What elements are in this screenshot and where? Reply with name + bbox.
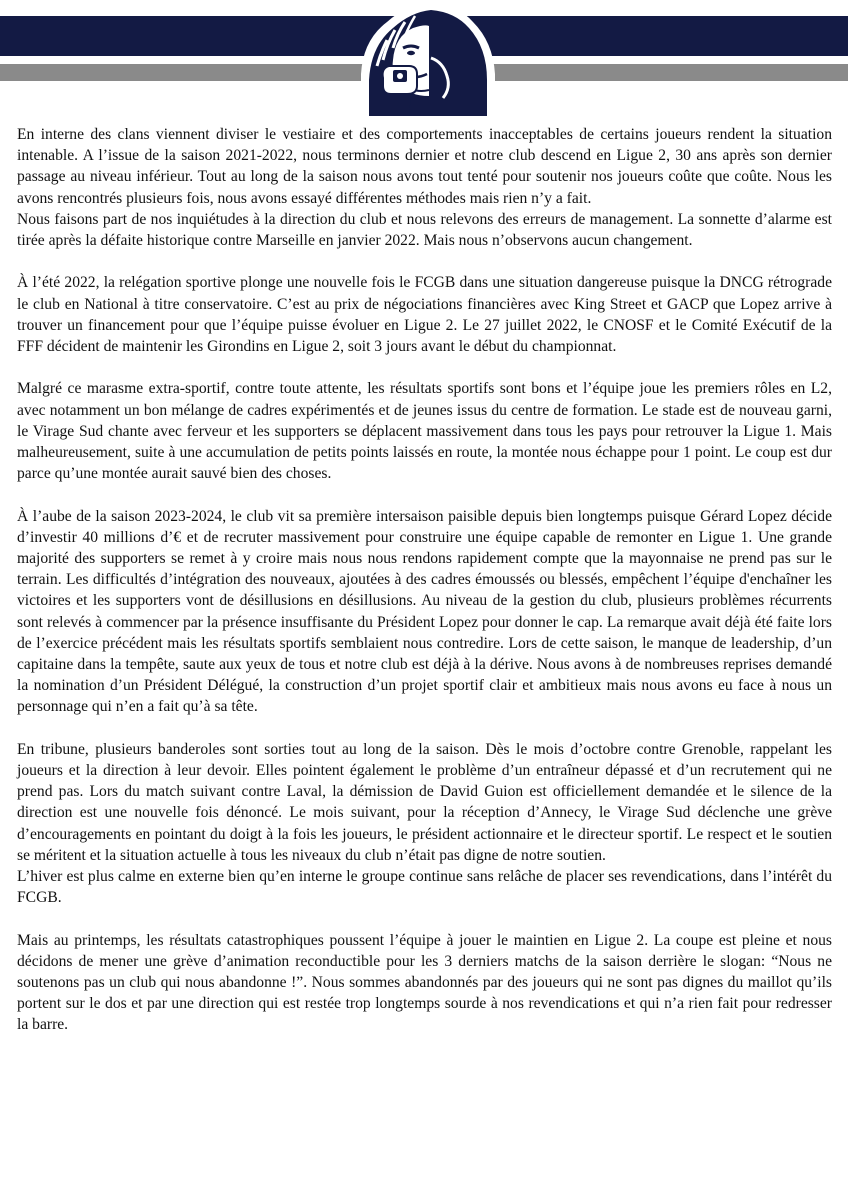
article-body bbox=[17, 124, 832, 1057]
paragraph-2: Nous faisons part de nos inquiétudes à la direction du club et nous relevons des erreurs de management. La sonnette d’alarme est tirée après la défaite historique contre Marseille en janvier 2022. Mais nous n’observons aucun changement. bbox=[17, 210, 832, 250]
paragraph-6: En tribune, plusieurs banderoles sont sorties tout au long de la saison. Dès le mois d’octobre contre Grenoble, rappelant les joueurs et la direction à leur devoir. Elles pointent également le problème d’un entraîneur dépassé et d’un recrutement qui ne prend pas. Lors du match suivant contre Laval, la démission de David Guion est officiellement demandée et le silence de la direction est une nouvelle fois dénoncé. Le mois suivant, pour la réception d’Annecy, le Virage Sud déclenche une grève d’encouragements en pointant du doigt à la fois les joueurs, le président actionnaire et le directeur sportif. Le respect et le soutien se méritent et la situation actuelle à tous les niveaux du club n’était pas digne de notre soutien. bbox=[17, 740, 832, 864]
paragraph-8: Mais au printemps, les résultats catastrophiques poussent l’équipe à jouer le maintien en Ligue 2. La coupe est pleine et nous décidons de mener une grève d’animation reconductible pour les 3 derniers matchs de la saison derrière le slogan: “Nous ne soutenons pas un club qui nous abandonne !”. Nous sommes abandonnés par des joueurs qui ne sont pas dignes du maillot qu’ils portent sur le dos et par une direction qui est restée trop longtemps sourde à nos revendications et qui n’a rien fait pour redresser la barre. bbox=[17, 931, 832, 1034]
paragraph-5: À l’aube de la saison 2023-2024, le club vit sa première intersaison paisible depuis bien longtemps puisque Gérard Lopez décide d’investir 40 millions d’€ et de recruter massivement pour construire une équipe capable de remonter en Ligue 1. Une grande majorité des supporters se remet à y croire mais nous nous rendons rapidement compte que la mayonnaise ne prend pas sur le terrain. Les difficultés d’intégration des nouveaux, ajoutées à des cadres émoussés ou blessés, empêchent l’équipe d'enchaîner les victoires et les supporters vont de désillusions en désillusions. Au niveau de la gestion du club, plusieurs problèmes récurrents sont relevés à commencer par la présence insuffisante du Président Lopez pour donner le cap. La remarque avait déjà été faite lors de l’exercice précédent mais les résultats sportifs semblaient nous contredire. Lors de cette saison, le manque de leadership, d’un capitaine dans la tempête, saute aux yeux de tous et notre club est déjà à la dérive. Nous avons à de nombreuses reprises demandé la nomination d’un Président Délégué, la construction d’un projet sportif clair et ambitieux mais nous avons eu face à nous un personnage qui n’en a fait qu’à sa tête. bbox=[17, 507, 832, 716]
paragraph-1: En interne des clans viennent diviser le vestiaire et des comportements inacceptables de certains joueurs rendent la situation intenable. A l’issue de la saison 2021-2022, nous terminons dernier et notre club descend en Ligue 2, 30 ans après son dernier passage au niveau inférieur. Tout au long de la saison nous avons tout tenté pour soutenir nos joueurs coûte que coûte. Nous les avons rencontrés plusieurs fois, nous avons essayé différentes méthodes mais rien n’y a fait. bbox=[17, 126, 832, 207]
paragraph-7: L’hiver est plus calme en externe bien qu’en interne le groupe continue sans relâche de placer ses revendications, dans l’intérêt du FCGB. bbox=[17, 868, 832, 907]
paragraph-4: Malgré ce marasme extra-sportif, contre toute attente, les résultats sportifs sont bons et l’équipe joue les premiers rôles en L2, avec notamment un bon mélange de cadres expérimentés et de jeunes issus du centre de formation. Le stade est de nouveau garni, le Virage Sud chante avec ferveur et les supporters se déplacent massivement dans tous les pays pour retrouver la Ligue 1. Mais malheureusement, suite à une accumulation de petits points laissés en route, la montée nous échappe pour 1 point. Le coup est dur parce qu’une montée aurait sauvé bien des choses. bbox=[17, 380, 832, 483]
paragraph-3: À l’été 2022, la relégation sportive plonge une nouvelle fois le FCGB dans une situation dangereuse puisque la DNCG rétrograde le club en National à titre conservatoire. C’est au prix de négociations financières avec King Street et GACP que Lopez arrive à trouver un financement pour que l’équipe puisse évoluer en Ligue 2. Le 27 juillet 2022, le CNOSF et le Comité Exécutif de la FFF décident de maintenir les Girondins en Ligue 2, soit 3 jours avant le début du championnat. bbox=[17, 274, 832, 356]
supporter-logo-icon bbox=[347, 0, 501, 116]
